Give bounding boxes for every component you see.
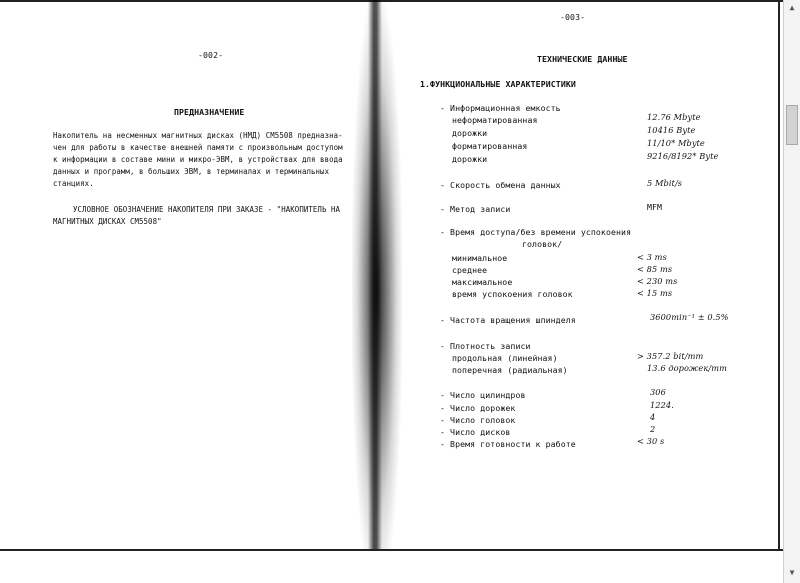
order-line: УСЛОВНОЕ ОБОЗНАЧЕНИЕ НАКОПИТЕЛЯ ПРИ ЗАКАЗЕ - "НАКОПИТЕЛЬ НА [73, 204, 341, 214]
spec-label: среднее [452, 265, 488, 275]
spec-value: 1224. [650, 400, 674, 410]
spec-value: 3600min⁻¹ ± 0.5% [650, 312, 729, 322]
spec-value: MFM [647, 202, 663, 212]
capacity-title: - Информационная емкость [440, 103, 561, 113]
spec-value: 13.6 дорожек/mm [647, 363, 727, 373]
spec-label: время успокоения головок [452, 289, 573, 299]
paragraph-line: данных и программ, в больших ЭВМ, в терминалах и терминальных [53, 166, 330, 176]
spec-label: - Число цилиндров [440, 390, 526, 400]
spec-value: < 85 ms [637, 264, 673, 274]
paragraph-line: станциях. [53, 178, 94, 188]
scroll-down-arrow-icon[interactable]: ▼ [789, 568, 795, 577]
spec-value: 306 [650, 387, 666, 397]
spec-value: > 357.2 bit/mm [637, 351, 704, 361]
left-page-heading: ПРЕДНАЗНАЧЕНИЕ [174, 107, 245, 117]
right-page [395, 12, 775, 549]
spec-label: неформатированная [452, 115, 538, 125]
book-spine-core [368, 0, 382, 583]
access-title-cont: головок/ [522, 239, 563, 249]
spec-label: дорожки [452, 128, 488, 138]
next-page-preview [0, 551, 783, 583]
spec-label: - Число дисков [440, 427, 511, 437]
section-title: 1.ФУНКЦИОНАЛЬНЫЕ ХАРАКТЕРИСТИКИ [420, 79, 576, 89]
spec-label: - Время готовности к работе [440, 439, 576, 449]
spec-label: поперечная (радиальная) [452, 365, 568, 375]
page-right-border [778, 0, 780, 583]
spec-value: < 3 ms [637, 252, 667, 262]
scroll-up-arrow-icon[interactable]: ▲ [789, 3, 795, 12]
spec-value: 4 [650, 412, 656, 422]
left-page [8, 12, 370, 549]
paragraph-line: чен для работы в качестве внешней памяти с произвольным доступом [53, 142, 343, 152]
right-page-number: -003- [560, 12, 586, 22]
paragraph-line: к информации в составе мини и микро-ЭВМ, в устройствах для ввода [53, 154, 343, 164]
spec-label: - Число головок [440, 415, 516, 425]
spec-value: 5 Mbit/s [647, 178, 683, 188]
order-line: МАГНИТНЫХ ДИСКАХ СМ5508" [53, 216, 162, 226]
spec-label: форматированная [452, 141, 528, 151]
spec-value: < 230 ms [637, 276, 678, 286]
spec-label: максимальное [452, 277, 513, 287]
spec-label: - Скорость обмена данных [440, 180, 561, 190]
spec-value: < 30 s [637, 436, 665, 446]
spec-label: - Метод записи [440, 204, 511, 214]
spec-value: 9216/8192* Byte [647, 151, 719, 161]
paragraph-line: Накопитель на несменных магнитных дисках (НМД) СМ5508 предназна- [53, 130, 343, 140]
vertical-scrollbar[interactable] [783, 0, 800, 583]
spec-label: минимальное [452, 253, 508, 263]
density-title: - Плотность записи [440, 341, 531, 351]
spec-label: дорожки [452, 154, 488, 164]
right-page-heading: ТЕХНИЧЕСКИЕ ДАННЫЕ [537, 54, 628, 64]
left-page-number: -002- [198, 50, 224, 60]
spec-value: 11/10* Mbyte [647, 138, 705, 148]
scroll-thumb[interactable] [786, 105, 798, 145]
spec-label: - Число дорожек [440, 403, 516, 413]
spec-value: 2 [650, 424, 656, 434]
spec-value: 10416 Byte [647, 125, 696, 135]
spec-value: < 15 ms [637, 288, 673, 298]
spec-value: 12.76 Mbyte [647, 112, 701, 122]
spec-label: - Частота вращения шпинделя [440, 315, 576, 325]
spec-label: продольная (линейная) [452, 353, 558, 363]
access-title: - Время доступа/без времени успокоения [440, 227, 632, 237]
